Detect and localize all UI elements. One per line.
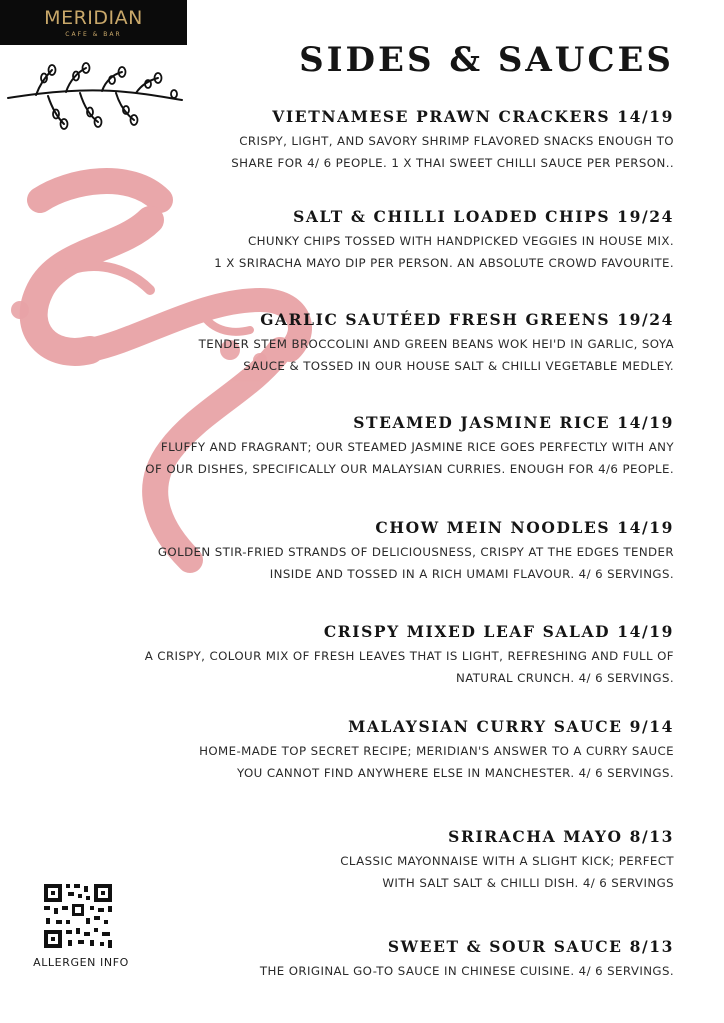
page-title: SIDES & SAUCES (299, 40, 674, 80)
description-line: WITH SALT SALT & CHILLI DISH. 4/ 6 SERVINGS (382, 876, 674, 890)
description-line: SAUCE & TOSSED IN OUR HOUSE SALT & CHILLI VEGETABLE MEDLEY. (243, 359, 674, 373)
menu-item-description (74, 130, 674, 174)
description-line: YOU CANNOT FIND ANYWHERE ELSE IN MANCHESTER. 4/ 6 SERVINGS. (236, 766, 674, 780)
menu-item-description (74, 740, 674, 784)
description-line: FLUFFY AND FRAGRANT; OUR STEAMED JASMINE RICE GOES PERFECTLY WITH ANY (160, 440, 674, 454)
qr-code-icon[interactable] (42, 882, 114, 950)
menu-item-name: MALAYSIAN CURRY SAUCE 9/14 (348, 717, 674, 736)
menu-item-name: STEAMED JASMINE RICE 14/19 (353, 413, 674, 432)
menu-item (74, 413, 674, 480)
menu-item (74, 937, 674, 982)
description-line: SHARE FOR 4/ 6 PEOPLE. 1 X THAI SWEET CHILLI SAUCE PER PERSON.. (231, 156, 674, 170)
menu-item (74, 518, 674, 585)
menu-item (74, 310, 674, 377)
brand-name: MERIDIAN (44, 7, 143, 29)
menu-item-description (74, 436, 674, 480)
menu-item-name: SRIRACHA MAYO 8/13 (448, 827, 674, 846)
description-line: CHUNKY CHIPS TOSSED WITH HANDPICKED VEGGIES IN HOUSE MIX. (247, 234, 674, 248)
menu-item (74, 207, 674, 274)
description-line: CRISPY, LIGHT, AND SAVORY SHRIMP FLAVORED SNACKS ENOUGH TO (239, 134, 674, 148)
allergen-info-caption: ALLERGEN INFO (33, 956, 129, 969)
menu-item-name: CHOW MEIN NOODLES 14/19 (375, 518, 674, 537)
menu-item (74, 622, 674, 689)
menu-item-name: SWEET & SOUR SAUCE 8/13 (387, 937, 674, 956)
description-line: A CRISPY, COLOUR MIX OF FRESH LEAVES THAT IS LIGHT, REFRESHING AND FULL OF (144, 649, 674, 663)
description-line: GOLDEN STIR-FRIED STRANDS OF DELICIOUSNESS, CRISPY AT THE EDGES TENDER (157, 545, 674, 559)
description-line: HOME-MADE TOP SECRET RECIPE; MERIDIAN'S ANSWER TO A CURRY SAUCE (199, 744, 674, 758)
description-line: 1 X SRIRACHA MAYO DIP PER PERSON. AN ABSOLUTE CROWD FAVOURITE. (214, 256, 674, 270)
menu-item-name: SALT & CHILLI LOADED CHIPS 19/24 (293, 207, 674, 226)
menu-item-description (74, 960, 674, 982)
menu-item-description (74, 230, 674, 274)
menu-item (74, 827, 674, 894)
brand-logo (0, 0, 187, 45)
brand-tagline: CAFE & BAR (65, 31, 122, 38)
description-line: NATURAL CRUNCH. 4/ 6 SERVINGS. (456, 671, 674, 685)
description-line: OF OUR DISHES, SPECIFICALLY OUR MALAYSIAN CURRIES. ENOUGH FOR 4/6 PEOPLE. (145, 462, 674, 476)
description-line: INSIDE AND TOSSED IN A RICH UMAMI FLAVOUR. 4/ 6 SERVINGS. (269, 567, 674, 581)
menu-item-name: VIETNAMESE PRAWN CRACKERS 14/19 (272, 107, 674, 126)
description-line: CLASSIC MAYONNAISE WITH A SLIGHT KICK; PERFECT (340, 854, 674, 868)
menu-item-description (74, 850, 674, 894)
menu-item (74, 717, 674, 784)
menu-item-description (74, 333, 674, 377)
menu-item-description (74, 541, 674, 585)
menu-item-description (74, 645, 674, 689)
menu-item-name: CRISPY MIXED LEAF SALAD 14/19 (323, 622, 674, 641)
menu-item (74, 107, 674, 174)
description-line: THE ORIGINAL GO-TO SAUCE IN CHINESE CUISINE. 4/ 6 SERVINGS. (259, 964, 674, 978)
description-line: TENDER STEM BROCCOLINI AND GREEN BEANS WOK HEI'D IN GARLIC, SOYA (198, 337, 674, 351)
menu-item-name: GARLIC SAUTÉED FRESH GREENS 19/24 (260, 310, 674, 329)
